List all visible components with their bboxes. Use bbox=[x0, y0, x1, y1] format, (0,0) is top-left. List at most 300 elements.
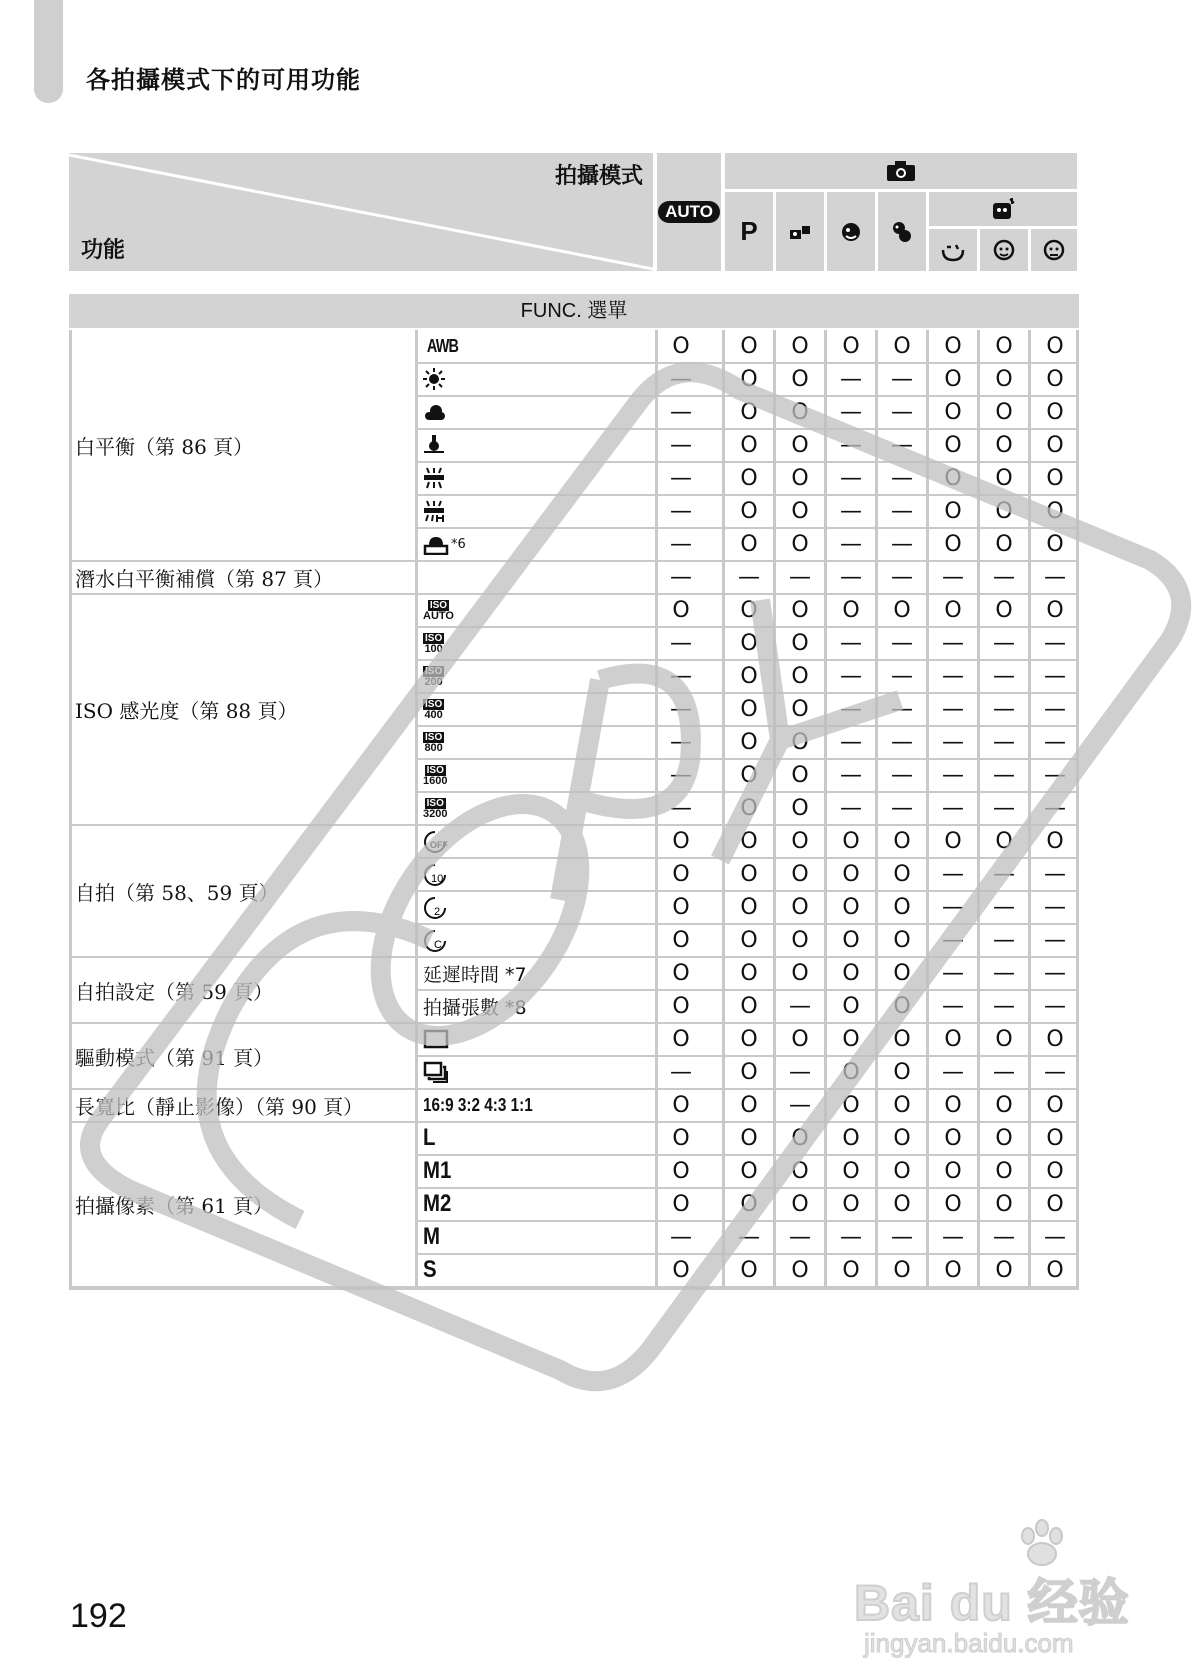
unavailable-mark: — bbox=[1044, 861, 1066, 887]
unavailable-mark: — bbox=[670, 762, 692, 788]
available-mark: O bbox=[995, 1125, 1013, 1151]
sub-item-label bbox=[417, 1188, 655, 1220]
available-mark: O bbox=[995, 1257, 1013, 1283]
self-timer-custom-icon bbox=[417, 924, 655, 956]
unavailable-mark: — bbox=[1044, 1059, 1066, 1085]
available-mark: O bbox=[740, 399, 758, 425]
sub-item-label bbox=[417, 1122, 655, 1154]
unavailable-mark: — bbox=[942, 861, 964, 887]
unavailable-mark: — bbox=[891, 531, 913, 557]
available-mark: O bbox=[791, 729, 809, 755]
unavailable-mark: — bbox=[891, 498, 913, 524]
available-mark: O bbox=[740, 1026, 758, 1052]
unavailable-mark: — bbox=[840, 366, 862, 392]
available-mark: O bbox=[995, 531, 1013, 557]
available-mark: O bbox=[791, 960, 809, 986]
sub-item-label bbox=[417, 990, 655, 1022]
available-mark: O bbox=[740, 333, 758, 359]
face-timer-icon bbox=[990, 238, 1018, 262]
section-title: FUNC. 選單 bbox=[69, 294, 1079, 328]
available-mark: O bbox=[893, 1125, 911, 1151]
unavailable-mark: — bbox=[942, 762, 964, 788]
function-label: 功能 bbox=[81, 238, 126, 263]
available-mark: O bbox=[842, 1125, 860, 1151]
available-mark: O bbox=[791, 1125, 809, 1151]
available-mark: O bbox=[842, 597, 860, 623]
available-mark: O bbox=[842, 828, 860, 854]
wink-timer-icon bbox=[939, 238, 967, 262]
unavailable-mark: — bbox=[840, 498, 862, 524]
cloudy-icon bbox=[417, 396, 655, 428]
unavailable-mark: — bbox=[670, 795, 692, 821]
available-mark: O bbox=[944, 828, 962, 854]
column-divider bbox=[824, 330, 827, 1287]
available-mark: O bbox=[944, 1191, 962, 1217]
unavailable-mark: — bbox=[840, 465, 862, 491]
unavailable-mark: — bbox=[670, 399, 692, 425]
available-mark: O bbox=[1046, 465, 1064, 491]
available-mark: O bbox=[893, 597, 911, 623]
sub-item-text: 16:9 3:2 4:3 1:1 bbox=[423, 1094, 533, 1115]
unavailable-mark: — bbox=[738, 564, 760, 590]
page-number: 192 bbox=[70, 1597, 127, 1635]
available-mark: O bbox=[791, 630, 809, 656]
camera-icon bbox=[886, 160, 916, 182]
tungsten-icon bbox=[417, 429, 655, 461]
sub-item-text: M2 bbox=[423, 1190, 452, 1217]
iso-auto-icon: ISO AUTO bbox=[423, 599, 454, 622]
unavailable-mark: — bbox=[840, 399, 862, 425]
p-mode-cell bbox=[725, 192, 773, 271]
available-mark: O bbox=[740, 894, 758, 920]
available-mark: O bbox=[842, 993, 860, 1019]
available-mark: O bbox=[944, 597, 962, 623]
daylight-icon bbox=[417, 363, 655, 395]
available-mark: O bbox=[944, 1092, 962, 1118]
available-mark: O bbox=[672, 927, 690, 953]
available-mark: O bbox=[995, 1026, 1013, 1052]
face-timer-2-icon bbox=[1040, 238, 1068, 262]
unavailable-mark: — bbox=[942, 993, 964, 1019]
svg-text:OFF: OFF bbox=[430, 840, 448, 850]
available-mark: O bbox=[740, 795, 758, 821]
sub-item-text: M bbox=[423, 1223, 440, 1250]
unavailable-mark: — bbox=[891, 432, 913, 458]
available-mark: O bbox=[791, 333, 809, 359]
available-mark: O bbox=[893, 861, 911, 887]
available-mark: O bbox=[944, 498, 962, 524]
sub-item-text: M1 bbox=[423, 1157, 452, 1184]
iso-800-icon: ISO 800 bbox=[424, 731, 443, 754]
available-mark: O bbox=[740, 729, 758, 755]
iso-200-icon: ISO 200 bbox=[424, 665, 443, 688]
available-mark: O bbox=[791, 432, 809, 458]
available-mark: O bbox=[842, 1026, 860, 1052]
available-mark: O bbox=[672, 960, 690, 986]
available-mark: O bbox=[672, 828, 690, 854]
p-label: P bbox=[740, 216, 758, 246]
available-mark: O bbox=[995, 828, 1013, 854]
unavailable-mark: — bbox=[993, 564, 1015, 590]
unavailable-mark: — bbox=[670, 465, 692, 491]
available-mark: O bbox=[893, 1257, 911, 1283]
unavailable-mark: — bbox=[891, 663, 913, 689]
available-mark: O bbox=[791, 399, 809, 425]
available-mark: O bbox=[944, 1026, 962, 1052]
available-mark: O bbox=[791, 927, 809, 953]
available-mark: O bbox=[893, 1158, 911, 1184]
available-mark: O bbox=[893, 1092, 911, 1118]
unavailable-mark: — bbox=[942, 696, 964, 722]
unavailable-mark: — bbox=[840, 1224, 862, 1250]
available-mark: O bbox=[740, 993, 758, 1019]
unavailable-mark: — bbox=[942, 1224, 964, 1250]
available-mark: O bbox=[995, 1092, 1013, 1118]
baidu-url: jingyan.baidu.com bbox=[864, 1628, 1074, 1658]
unavailable-mark: — bbox=[942, 927, 964, 953]
unavailable-mark: — bbox=[891, 762, 913, 788]
paw-icon bbox=[1014, 1518, 1074, 1568]
unavailable-mark: — bbox=[942, 795, 964, 821]
available-mark: O bbox=[1046, 333, 1064, 359]
awb-icon: AWB bbox=[426, 335, 459, 356]
mode-label: 拍攝模式 bbox=[554, 164, 643, 189]
unavailable-mark: — bbox=[942, 960, 964, 986]
single-shot-icon bbox=[417, 1023, 655, 1055]
available-mark: O bbox=[672, 1257, 690, 1283]
available-mark: O bbox=[791, 597, 809, 623]
unavailable-mark: — bbox=[840, 696, 862, 722]
unavailable-mark: — bbox=[942, 630, 964, 656]
available-mark: O bbox=[1046, 1158, 1064, 1184]
iso-400-icon: ISO 400 bbox=[424, 698, 443, 721]
unavailable-mark: — bbox=[670, 630, 692, 656]
available-mark: O bbox=[1046, 1191, 1064, 1217]
available-mark: O bbox=[791, 828, 809, 854]
available-mark: O bbox=[740, 927, 758, 953]
unavailable-mark: — bbox=[1044, 927, 1066, 953]
unavailable-mark: — bbox=[993, 696, 1015, 722]
available-mark: O bbox=[995, 399, 1013, 425]
unavailable-mark: — bbox=[942, 564, 964, 590]
unavailable-mark: — bbox=[942, 1059, 964, 1085]
available-mark: O bbox=[944, 1125, 962, 1151]
available-mark: O bbox=[944, 1158, 962, 1184]
scene-icon bbox=[789, 223, 811, 241]
available-mark: O bbox=[791, 663, 809, 689]
unavailable-mark: — bbox=[738, 1224, 760, 1250]
self-timer-off-icon bbox=[417, 825, 655, 857]
unavailable-mark: — bbox=[670, 1059, 692, 1085]
unavailable-mark: — bbox=[891, 399, 913, 425]
unavailable-mark: — bbox=[840, 630, 862, 656]
unavailable-mark: — bbox=[670, 696, 692, 722]
unavailable-mark: — bbox=[789, 1224, 811, 1250]
unavailable-mark: — bbox=[993, 960, 1015, 986]
unavailable-mark: — bbox=[891, 465, 913, 491]
available-mark: O bbox=[791, 861, 809, 887]
available-mark: O bbox=[740, 762, 758, 788]
available-mark: O bbox=[842, 1059, 860, 1085]
available-mark: O bbox=[740, 1191, 758, 1217]
available-mark: O bbox=[1046, 399, 1064, 425]
unavailable-mark: — bbox=[840, 795, 862, 821]
svg-text:10: 10 bbox=[431, 873, 444, 885]
available-mark: O bbox=[944, 432, 962, 458]
column-divider bbox=[875, 330, 878, 1287]
available-mark: O bbox=[995, 465, 1013, 491]
available-mark: O bbox=[740, 828, 758, 854]
function-group-label: 自拍設定（第 59 頁） bbox=[75, 979, 274, 1004]
unavailable-mark: — bbox=[840, 762, 862, 788]
continuous-icon bbox=[417, 1056, 655, 1088]
available-mark: O bbox=[842, 1092, 860, 1118]
unavailable-mark: — bbox=[670, 531, 692, 557]
available-mark: O bbox=[672, 333, 690, 359]
unavailable-mark: — bbox=[670, 366, 692, 392]
sub-item-text: 拍攝張數 *8 bbox=[423, 996, 527, 1019]
available-mark: O bbox=[944, 399, 962, 425]
unavailable-mark: — bbox=[993, 927, 1015, 953]
available-mark: O bbox=[893, 960, 911, 986]
unavailable-mark: — bbox=[670, 498, 692, 524]
available-mark: O bbox=[944, 531, 962, 557]
auto-mode-cell bbox=[657, 153, 721, 271]
unavailable-mark: — bbox=[993, 795, 1015, 821]
available-mark: O bbox=[740, 432, 758, 458]
unavailable-mark: — bbox=[840, 729, 862, 755]
fluorescent-icon bbox=[417, 462, 655, 494]
sub-item-label bbox=[417, 1155, 655, 1187]
self-timer-10-icon bbox=[417, 858, 655, 890]
available-mark: O bbox=[672, 894, 690, 920]
available-mark: O bbox=[740, 663, 758, 689]
available-mark: O bbox=[1046, 531, 1064, 557]
available-mark: O bbox=[893, 1191, 911, 1217]
available-mark: O bbox=[740, 1125, 758, 1151]
function-group-label: 自拍（第 58、59 頁） bbox=[75, 880, 279, 905]
unavailable-mark: — bbox=[1044, 663, 1066, 689]
available-mark: O bbox=[842, 861, 860, 887]
unavailable-mark: — bbox=[993, 729, 1015, 755]
available-mark: O bbox=[944, 465, 962, 491]
available-mark: O bbox=[995, 498, 1013, 524]
function-group-label: ISO 感光度（第 88 頁） bbox=[75, 699, 298, 723]
function-group-label: 驅動模式（第 91 頁） bbox=[75, 1045, 274, 1070]
available-mark: O bbox=[944, 333, 962, 359]
unavailable-mark: — bbox=[993, 993, 1015, 1019]
available-mark: O bbox=[842, 960, 860, 986]
available-mark: O bbox=[1046, 1257, 1064, 1283]
available-mark: O bbox=[893, 993, 911, 1019]
footnote-mark: *6 bbox=[451, 536, 466, 552]
available-mark: O bbox=[791, 894, 809, 920]
unavailable-mark: — bbox=[993, 894, 1015, 920]
unavailable-mark: — bbox=[891, 795, 913, 821]
unavailable-mark: — bbox=[840, 564, 862, 590]
available-mark: O bbox=[791, 366, 809, 392]
page-tab-strip bbox=[34, 0, 63, 103]
unavailable-mark: — bbox=[789, 1092, 811, 1118]
available-mark: O bbox=[791, 465, 809, 491]
svg-text:2: 2 bbox=[434, 906, 441, 918]
auto-icon: AUTO bbox=[658, 201, 720, 223]
unavailable-mark: — bbox=[1044, 762, 1066, 788]
available-mark: O bbox=[740, 1158, 758, 1184]
function-group-label: 潛水白平衡補償（第 87 頁） bbox=[75, 567, 334, 591]
column-divider bbox=[69, 330, 72, 1287]
unavailable-mark: — bbox=[891, 1224, 913, 1250]
available-mark: O bbox=[995, 432, 1013, 458]
fluorescent-h-icon bbox=[417, 495, 655, 527]
kids-mode-cell bbox=[878, 192, 926, 271]
available-mark: O bbox=[893, 333, 911, 359]
unavailable-mark: — bbox=[840, 531, 862, 557]
column-divider bbox=[926, 330, 929, 1287]
face-timer-mode-cell bbox=[980, 229, 1028, 271]
table-header bbox=[69, 153, 1077, 271]
column-divider bbox=[977, 330, 980, 1287]
available-mark: O bbox=[893, 927, 911, 953]
available-mark: O bbox=[944, 1257, 962, 1283]
function-group-label: 拍攝像素（第 61 頁） bbox=[75, 1194, 274, 1218]
sub-item-label bbox=[417, 1221, 655, 1253]
unavailable-mark: — bbox=[1044, 630, 1066, 656]
camera-group-cell bbox=[725, 153, 1077, 189]
unavailable-mark: — bbox=[993, 663, 1015, 689]
unavailable-mark: — bbox=[670, 1224, 692, 1250]
available-mark: O bbox=[995, 366, 1013, 392]
available-mark: O bbox=[791, 531, 809, 557]
unavailable-mark: — bbox=[670, 663, 692, 689]
available-mark: O bbox=[740, 1059, 758, 1085]
available-mark: O bbox=[995, 333, 1013, 359]
available-mark: O bbox=[791, 1257, 809, 1283]
available-mark: O bbox=[1046, 1026, 1064, 1052]
portrait-icon bbox=[840, 221, 862, 243]
unavailable-mark: — bbox=[1044, 960, 1066, 986]
column-divider bbox=[722, 330, 725, 1287]
available-mark: O bbox=[893, 828, 911, 854]
available-mark: O bbox=[740, 498, 758, 524]
unavailable-mark: — bbox=[891, 630, 913, 656]
available-mark: O bbox=[791, 795, 809, 821]
unavailable-mark: — bbox=[789, 564, 811, 590]
available-mark: O bbox=[893, 894, 911, 920]
available-mark: O bbox=[842, 1257, 860, 1283]
available-mark: O bbox=[672, 993, 690, 1019]
available-mark: O bbox=[995, 597, 1013, 623]
face-self-timer-icon bbox=[990, 197, 1016, 221]
column-divider bbox=[1076, 330, 1079, 1287]
iso-3200-icon: ISO 3200 bbox=[423, 797, 448, 820]
scene-mode-cell bbox=[776, 192, 824, 271]
unavailable-mark: — bbox=[993, 861, 1015, 887]
available-mark: O bbox=[842, 894, 860, 920]
unavailable-mark: — bbox=[840, 663, 862, 689]
unavailable-mark: — bbox=[993, 1224, 1015, 1250]
available-mark: O bbox=[740, 1092, 758, 1118]
available-mark: O bbox=[1046, 828, 1064, 854]
sub-item-label bbox=[417, 1089, 655, 1121]
column-divider bbox=[415, 330, 418, 1287]
sub-item-label bbox=[417, 957, 655, 989]
custom-wb-icon bbox=[417, 528, 655, 560]
available-mark: O bbox=[1046, 498, 1064, 524]
available-mark: O bbox=[672, 1191, 690, 1217]
available-mark: O bbox=[842, 1191, 860, 1217]
available-mark: O bbox=[672, 597, 690, 623]
available-mark: O bbox=[1046, 432, 1064, 458]
available-mark: O bbox=[740, 960, 758, 986]
unavailable-mark: — bbox=[891, 729, 913, 755]
face-timer-2-mode-cell bbox=[1031, 229, 1077, 271]
svg-text:C: C bbox=[434, 939, 442, 951]
column-divider bbox=[1028, 330, 1031, 1287]
unavailable-mark: — bbox=[1044, 993, 1066, 1019]
unavailable-mark: — bbox=[891, 366, 913, 392]
wink-mode-cell bbox=[929, 229, 977, 271]
unavailable-mark: — bbox=[1044, 729, 1066, 755]
available-mark: O bbox=[740, 696, 758, 722]
unavailable-mark: — bbox=[1044, 564, 1066, 590]
available-mark: O bbox=[1046, 1125, 1064, 1151]
available-mark: O bbox=[740, 531, 758, 557]
sub-item-label bbox=[417, 1254, 655, 1286]
sub-item-text: L bbox=[423, 1124, 436, 1151]
unavailable-mark: — bbox=[942, 663, 964, 689]
available-mark: O bbox=[740, 1257, 758, 1283]
available-mark: O bbox=[672, 1092, 690, 1118]
sub-item-text: S bbox=[423, 1256, 437, 1283]
available-mark: O bbox=[944, 366, 962, 392]
available-mark: O bbox=[791, 1026, 809, 1052]
available-mark: O bbox=[672, 1158, 690, 1184]
column-divider bbox=[773, 330, 776, 1287]
unavailable-mark: — bbox=[670, 564, 692, 590]
available-mark: O bbox=[740, 861, 758, 887]
available-mark: O bbox=[672, 861, 690, 887]
unavailable-mark: — bbox=[993, 1059, 1015, 1085]
available-mark: O bbox=[1046, 597, 1064, 623]
function-group-label: 長寬比（靜止影像）（第 90 頁） bbox=[75, 1095, 364, 1119]
available-mark: O bbox=[995, 1158, 1013, 1184]
available-mark: O bbox=[842, 927, 860, 953]
baidu-logo: Bai du 经验 bbox=[854, 1575, 1130, 1631]
unavailable-mark: — bbox=[942, 729, 964, 755]
available-mark: O bbox=[791, 1158, 809, 1184]
face-group-cell bbox=[929, 192, 1077, 226]
unavailable-mark: — bbox=[891, 564, 913, 590]
unavailable-mark: — bbox=[942, 894, 964, 920]
iso-100-icon: ISO 100 bbox=[424, 632, 443, 655]
available-mark: O bbox=[740, 630, 758, 656]
available-mark: O bbox=[791, 696, 809, 722]
unavailable-mark: — bbox=[993, 630, 1015, 656]
unavailable-mark: — bbox=[670, 432, 692, 458]
portrait-mode-cell bbox=[827, 192, 875, 271]
available-mark: O bbox=[672, 1026, 690, 1052]
unavailable-mark: — bbox=[1044, 1224, 1066, 1250]
available-mark: O bbox=[791, 762, 809, 788]
unavailable-mark: — bbox=[1044, 795, 1066, 821]
unavailable-mark: — bbox=[670, 729, 692, 755]
available-mark: O bbox=[740, 366, 758, 392]
function-mode-corner bbox=[69, 153, 653, 271]
available-mark: O bbox=[672, 1125, 690, 1151]
unavailable-mark: — bbox=[1044, 894, 1066, 920]
iso-1600-icon: ISO 1600 bbox=[423, 764, 448, 787]
